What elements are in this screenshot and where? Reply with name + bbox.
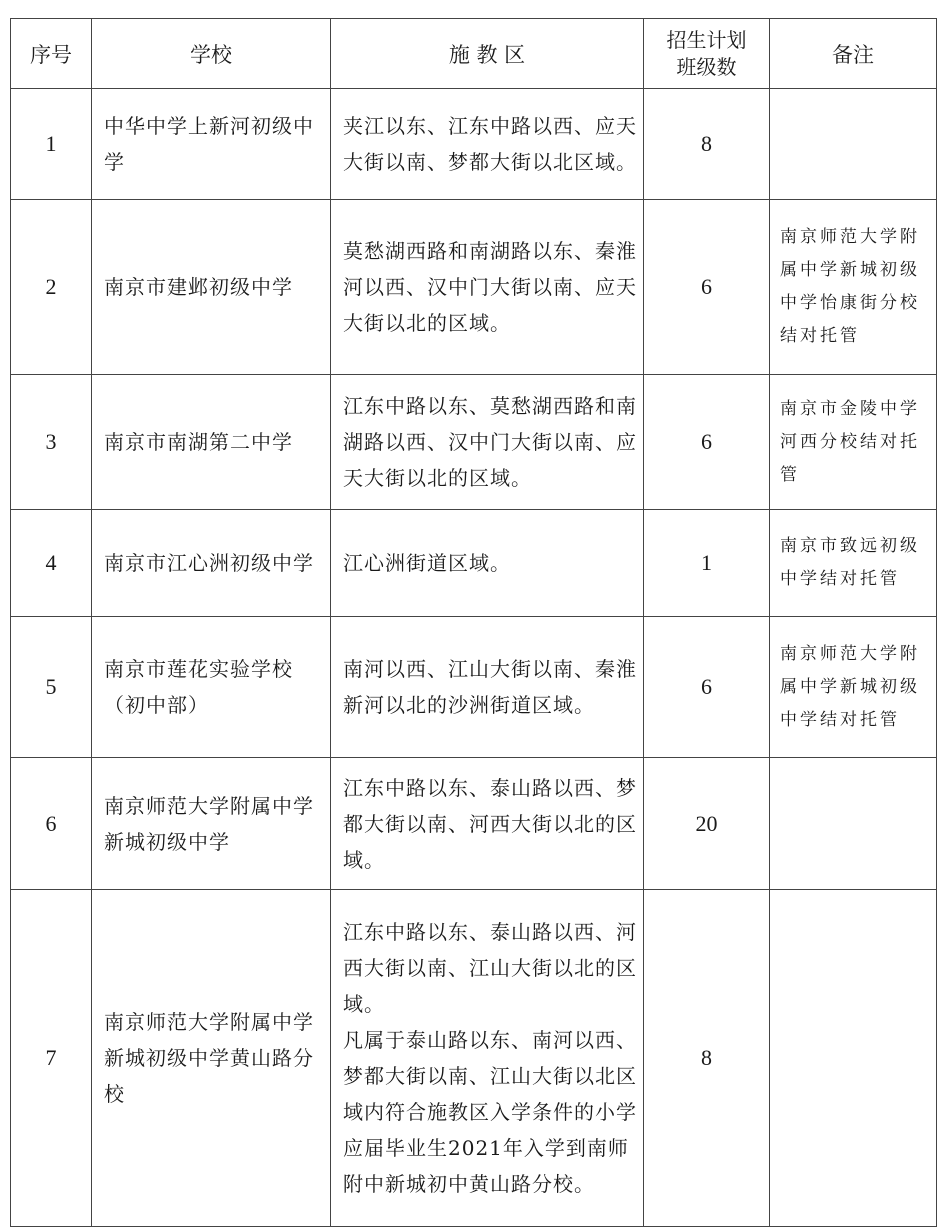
row-area-text: 夹江以东、江东中路以西、应天大街以南、梦都大街以北区域。 (343, 114, 637, 174)
row-school: 中华中学上新河初级中学 (92, 89, 331, 200)
row-index: 1 (11, 89, 92, 200)
table-row (11, 89, 937, 200)
row-school: 南京市莲花实验学校（初中部） (92, 617, 331, 758)
row-area-text: 江东中路以东、泰山路以西、梦都大街以南、河西大街以北的区域。 (343, 775, 637, 872)
header-area: 施 教 区 (331, 19, 644, 89)
row-area-text: 江东中路以东、莫愁湖西路和南湖路以西、汉中门大街以南、应天大街以北的区域。 (343, 394, 637, 490)
row-area-text: 江心洲街道区域。 (343, 551, 511, 575)
row-area (331, 510, 644, 617)
table-header-row (11, 19, 937, 89)
header-plan (644, 19, 770, 89)
row-index: 3 (11, 375, 92, 510)
row-note (770, 758, 937, 890)
header-plan-line2: 班级数 (676, 54, 737, 79)
enrollment-district-table (10, 18, 937, 1227)
row-area (331, 758, 644, 890)
row-note: 南京市致远初级中学结对托管 (770, 510, 937, 617)
row-note (770, 890, 937, 1227)
row-note: 南京师范大学附属中学新城初级中学怡康街分校结对托管 (770, 200, 937, 375)
row-area-text: 南河以西、江山大街以南、秦淮新河以北的沙洲街道区域。 (343, 657, 637, 717)
table-row (11, 758, 937, 890)
row-area (331, 617, 644, 758)
row-classes: 6 (644, 200, 770, 375)
row-classes: 1 (644, 510, 770, 617)
row-index: 2 (11, 200, 92, 375)
row-note: 南京师范大学附属中学新城初级中学结对托管 (770, 617, 937, 758)
header-plan-line1: 招生计划 (666, 27, 747, 52)
row-area-text: 江东中路以东、泰山路以西、河西大街以南、江山大街以北的区域。 (343, 920, 637, 1016)
row-area-text-extra: 凡属于泰山路以东、南河以西、梦都大街以南、江山大街以北区域内符合施教区入学条件的小学应届毕业生2021年入学到南师附中新城初中黄山路分校。 (343, 1028, 637, 1196)
row-area (331, 890, 644, 1227)
header-note: 备注 (770, 19, 937, 89)
row-index: 6 (11, 758, 92, 890)
enrollment-table-page (10, 18, 937, 1227)
table-row (11, 200, 937, 375)
row-school: 南京师范大学附属中学新城初级中学黄山路分校 (92, 890, 331, 1227)
row-area-text: 莫愁湖西路和南湖路以东、秦淮河以西、汉中门大街以南、应天大街以北的区域。 (343, 239, 637, 335)
row-classes: 6 (644, 375, 770, 510)
header-school: 学校 (92, 19, 331, 89)
table-row (11, 890, 937, 1227)
row-classes: 6 (644, 617, 770, 758)
row-classes: 20 (644, 758, 770, 890)
table-row (11, 510, 937, 617)
row-area (331, 89, 644, 200)
row-school: 南京市江心洲初级中学 (92, 510, 331, 617)
table-row (11, 375, 937, 510)
row-index: 4 (11, 510, 92, 617)
row-index: 7 (11, 890, 92, 1227)
table-row (11, 617, 937, 758)
row-classes: 8 (644, 89, 770, 200)
row-school: 南京市南湖第二中学 (92, 375, 331, 510)
header-index: 序号 (11, 19, 92, 89)
row-index: 5 (11, 617, 92, 758)
row-area (331, 375, 644, 510)
row-school: 南京市建邺初级中学 (92, 200, 331, 375)
row-area (331, 200, 644, 375)
row-note: 南京市金陵中学河西分校结对托管 (770, 375, 937, 510)
row-school: 南京师范大学附属中学新城初级中学 (92, 758, 331, 890)
row-classes: 8 (644, 890, 770, 1227)
row-note (770, 89, 937, 200)
